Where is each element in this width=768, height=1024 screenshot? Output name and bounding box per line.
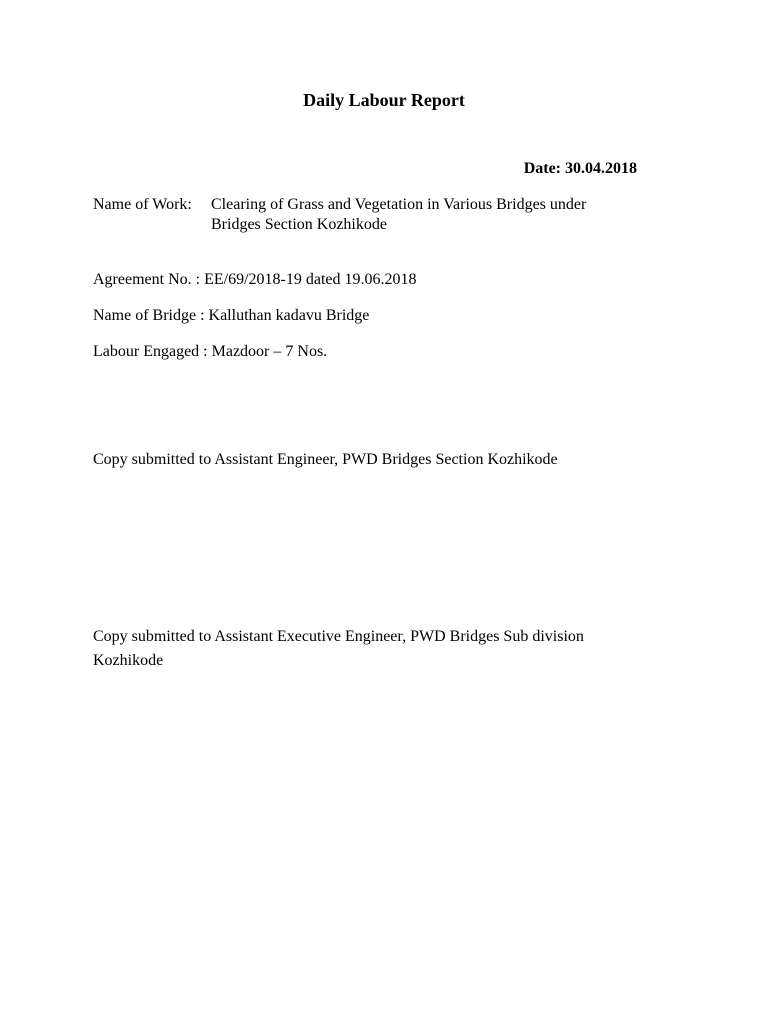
agreement-line: Agreement No. : EE/69/2018-19 dated 19.06.2018 (93, 271, 417, 288)
report-date: Date: 30.04.2018 (523, 160, 637, 177)
bridge-name-line: Name of Bridge : Kalluthan kadavu Bridge (93, 307, 370, 324)
name-of-work-label: Name of Work: (93, 196, 192, 213)
name-of-work-line-2: Bridges Section Kozhikode (211, 216, 387, 233)
copy-to-assistant-executive-engineer-line-2: Kozhikode (93, 652, 164, 669)
report-title: Daily Labour Report (303, 90, 465, 110)
copy-to-assistant-engineer: Copy submitted to Assistant Engineer, PWD Bridges Section Kozhikode (93, 451, 558, 468)
name-of-work-line-1: Clearing of Grass and Vegetation in Various Bridges under (211, 196, 587, 213)
labour-engaged-line: Labour Engaged : Mazdoor – 7 Nos. (93, 343, 328, 360)
copy-to-assistant-executive-engineer-line-1: Copy submitted to Assistant Executive Engineer, PWD Bridges Sub division (93, 628, 584, 645)
